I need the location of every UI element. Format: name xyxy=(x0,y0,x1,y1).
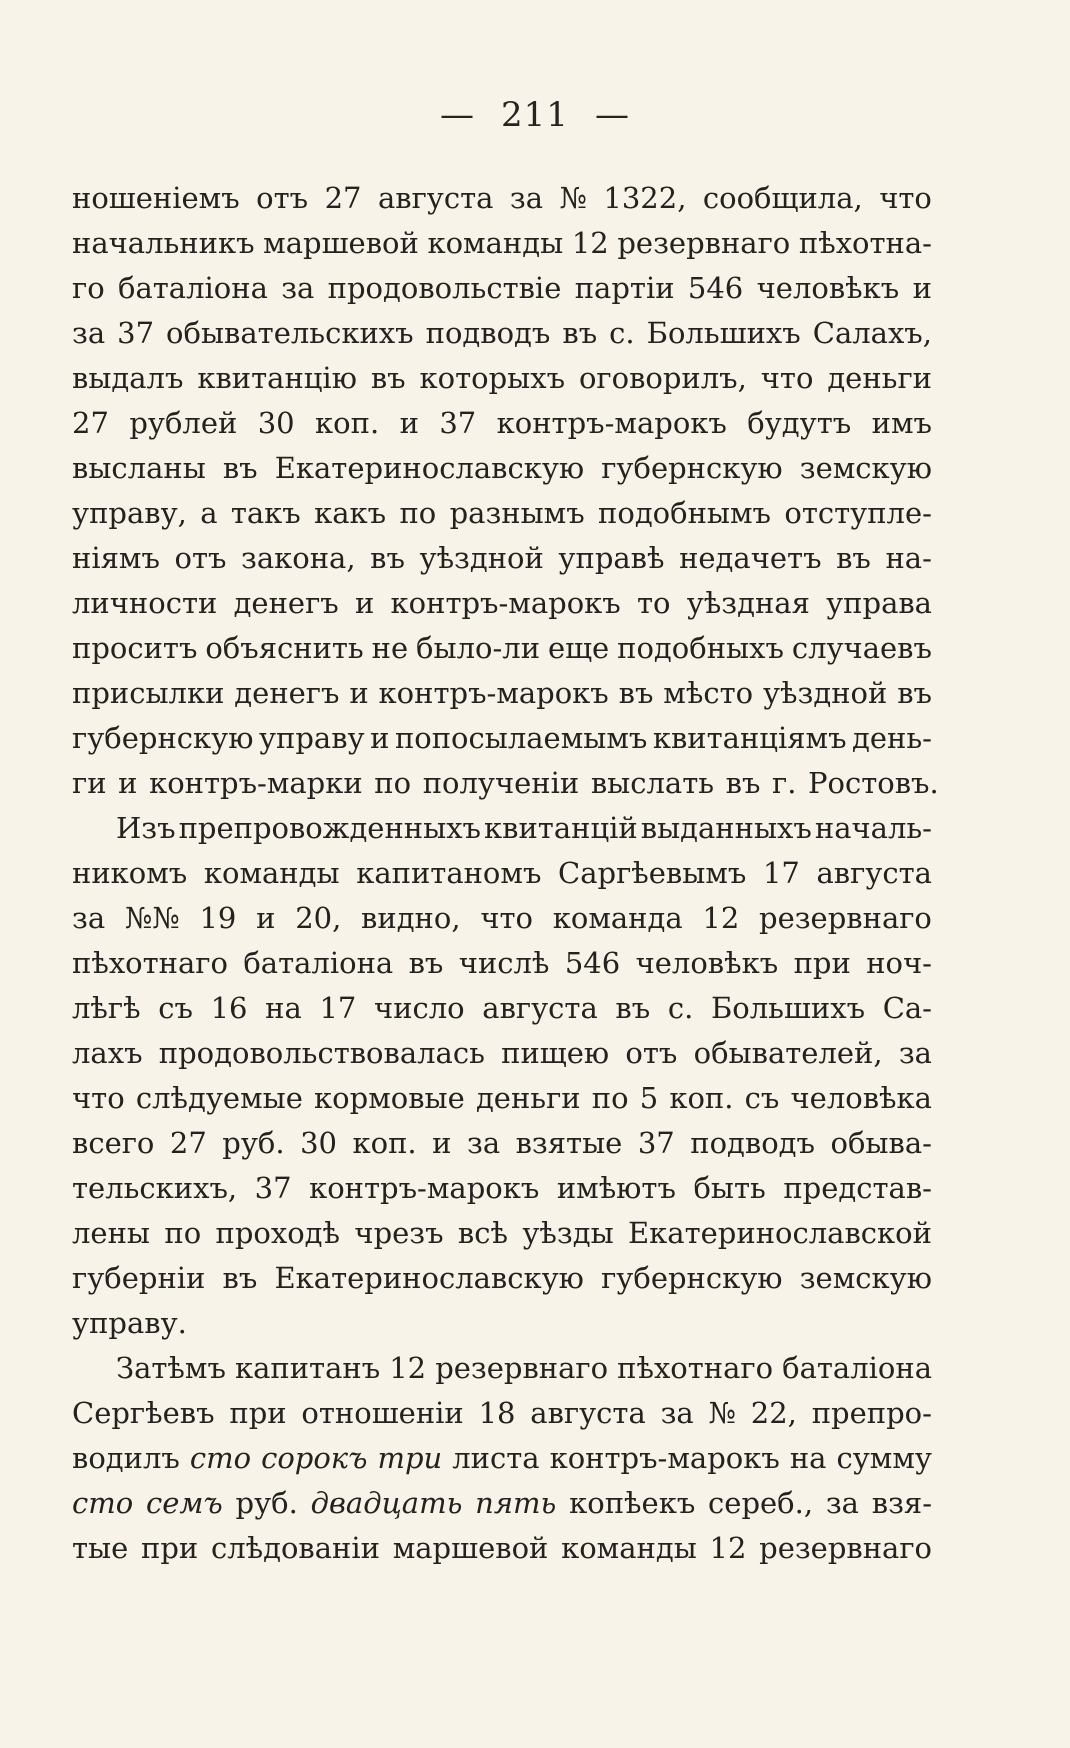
text-word: что xyxy=(480,901,533,935)
text-word: контръ-марокъ xyxy=(378,676,609,710)
text-word: двадцать xyxy=(310,1486,463,1520)
text-word: и xyxy=(432,1126,452,1160)
text-word: попосылаемымъ xyxy=(394,721,648,755)
text-line xyxy=(72,536,932,581)
text-word: лены xyxy=(72,1216,150,1250)
text-word: съ xyxy=(158,991,193,1025)
text-word: управу xyxy=(258,721,365,755)
text-line xyxy=(72,491,932,536)
text-word: и xyxy=(399,406,419,440)
text-word: при xyxy=(141,1531,199,1565)
text-word: недачетъ xyxy=(679,541,822,575)
text-word: августа xyxy=(530,1396,646,1430)
text-word: 27 xyxy=(72,406,109,440)
text-line xyxy=(72,1166,932,1211)
text-line xyxy=(72,761,939,806)
text-word: уѣздной xyxy=(419,541,544,575)
text-word: баталіона xyxy=(118,271,268,305)
text-line xyxy=(72,626,932,671)
text-word: Большихъ xyxy=(646,316,801,350)
text-word: и xyxy=(118,766,138,800)
text-word: сумму xyxy=(836,1441,932,1475)
body-text xyxy=(72,176,939,1571)
text-word: г. xyxy=(772,766,797,800)
page-number-dash-left: — xyxy=(440,95,476,135)
text-word: копѣекъ xyxy=(569,1486,696,1520)
text-word: обывателей, xyxy=(693,1036,883,1070)
text-word: день- xyxy=(852,721,932,755)
text-word: ги xyxy=(72,766,107,800)
text-word: всего xyxy=(72,1126,155,1160)
text-word: деньги xyxy=(475,1081,581,1115)
text-line xyxy=(72,221,932,266)
text-word: 17 xyxy=(762,856,800,890)
text-word: выслать xyxy=(590,766,715,800)
page-number-dash-right: — xyxy=(594,95,630,135)
text-word: чрезъ xyxy=(354,1216,444,1250)
text-line xyxy=(72,1526,932,1571)
text-word: квитанцій xyxy=(484,811,638,845)
text-word: с. xyxy=(609,316,635,350)
text-word: подобныхъ xyxy=(617,631,784,665)
text-word: продовольствіе xyxy=(327,271,562,305)
text-word: видно, xyxy=(361,901,461,935)
text-word: коп. xyxy=(669,1081,734,1115)
text-word: выданныхъ xyxy=(640,811,812,845)
text-word: Саргѣевымъ xyxy=(558,856,747,890)
text-word: Салахъ, xyxy=(812,316,932,350)
text-word: продовольствовалась xyxy=(158,1036,485,1070)
text-word: ніямъ xyxy=(72,541,160,575)
text-word: 27 xyxy=(169,1126,207,1160)
text-word: капитанъ xyxy=(234,1351,381,1385)
text-word: 546 xyxy=(564,946,621,980)
text-word: губернскую xyxy=(601,451,783,485)
page-number-value: 211 xyxy=(501,95,569,135)
text-word: ноч- xyxy=(866,946,932,980)
text-word: Екатеринославской xyxy=(628,1216,932,1250)
text-word: съ xyxy=(744,1081,780,1115)
text-word: отъ xyxy=(174,541,227,575)
text-word: 30 xyxy=(300,1126,338,1160)
text-word: за xyxy=(825,1486,859,1520)
text-word: личности xyxy=(72,586,218,620)
text-word: въ xyxy=(370,541,405,575)
text-word: въ xyxy=(897,676,932,710)
text-word: за xyxy=(72,316,106,350)
text-word: 16 xyxy=(210,991,248,1025)
text-word: ношеніемъ xyxy=(72,181,240,215)
text-word: контръ-марокъ xyxy=(549,1441,780,1475)
text-word: 12 xyxy=(709,1531,747,1565)
text-word: кормовые xyxy=(314,1081,465,1115)
text-word: на xyxy=(265,991,302,1025)
text-word: пѣхотнаго xyxy=(617,1351,774,1385)
text-word: 30 xyxy=(257,406,295,440)
text-word: денегъ xyxy=(234,676,340,710)
text-word: въ xyxy=(615,991,651,1025)
text-word: губернскую xyxy=(72,721,254,755)
text-word: Изъ xyxy=(116,811,176,845)
text-word: какъ xyxy=(314,496,387,530)
text-word: августа xyxy=(816,856,932,890)
text-word: отношеніи xyxy=(301,1396,464,1430)
text-word: отступле- xyxy=(784,496,932,530)
text-word: что xyxy=(72,1081,125,1115)
text-line xyxy=(72,1211,932,1256)
text-line xyxy=(72,986,932,1031)
text-word: управа xyxy=(826,586,932,620)
text-word: въ xyxy=(836,541,871,575)
text-word: подводъ xyxy=(690,1126,815,1160)
text-word: руб. xyxy=(235,1486,298,1520)
text-word: листа xyxy=(452,1441,540,1475)
text-word: управѣ xyxy=(558,541,665,575)
text-word: человѣка xyxy=(790,1081,932,1115)
text-word: августа xyxy=(482,991,598,1025)
text-line xyxy=(72,1481,932,1526)
text-word: оговорилъ, xyxy=(578,361,747,395)
text-word: за xyxy=(509,181,543,215)
text-word: губернскую xyxy=(601,1261,783,1295)
text-word: коп. xyxy=(315,406,380,440)
text-word: никомъ xyxy=(72,856,188,890)
text-word: го xyxy=(72,271,105,305)
text-word: обыва- xyxy=(830,1126,932,1160)
text-word: лѣгѣ xyxy=(72,991,141,1025)
text-word: сообщила, xyxy=(702,181,863,215)
text-word: земскую xyxy=(799,451,932,485)
text-word: начальникъ xyxy=(72,226,255,260)
text-word: въ xyxy=(370,361,406,395)
text-word: руб. xyxy=(222,1126,285,1160)
text-line xyxy=(72,581,932,626)
text-word: 19 xyxy=(199,901,237,935)
text-word: 22, xyxy=(750,1396,797,1430)
text-word: 37 xyxy=(637,1126,675,1160)
text-line xyxy=(72,716,932,761)
text-line xyxy=(72,356,932,401)
text-word: Ростовъ. xyxy=(808,766,939,800)
text-word: команда xyxy=(552,901,683,935)
text-line xyxy=(72,1346,932,1391)
text-word: резервнаго xyxy=(617,226,791,260)
text-line xyxy=(72,896,932,941)
text-line xyxy=(72,1031,932,1076)
text-word: случаевъ xyxy=(791,631,932,665)
text-line xyxy=(72,401,932,446)
text-word: полученіи xyxy=(422,766,580,800)
text-word: въ xyxy=(562,316,598,350)
text-word: въ xyxy=(408,946,444,980)
text-word: быть xyxy=(693,1171,766,1205)
text-line xyxy=(72,446,932,491)
text-word: 1322, xyxy=(603,181,687,215)
text-word: проходѣ xyxy=(215,1216,341,1250)
text-word: Сергѣевъ xyxy=(72,1396,215,1430)
text-word: партіи xyxy=(574,271,675,305)
text-word: высланы xyxy=(72,451,206,485)
text-word: что xyxy=(879,181,932,215)
text-word: присылки xyxy=(72,676,225,710)
text-line xyxy=(72,851,932,896)
text-word: 12 xyxy=(702,901,740,935)
text-word: было-ли xyxy=(416,631,541,665)
text-word: число xyxy=(374,991,465,1025)
text-word: объяснить xyxy=(205,631,364,665)
text-word: подводъ xyxy=(425,316,551,350)
text-word: пищею xyxy=(501,1036,610,1070)
text-word: на xyxy=(789,1441,827,1475)
text-word: пѣхотна- xyxy=(798,226,932,260)
text-word: и xyxy=(256,901,276,935)
text-word: 37 xyxy=(117,316,155,350)
text-line xyxy=(72,176,932,221)
text-word: такъ xyxy=(230,496,301,530)
text-word: и xyxy=(349,676,369,710)
text-word: резервнаго xyxy=(435,1351,609,1385)
text-word: взятые xyxy=(515,1126,623,1160)
text-word: 20, xyxy=(295,901,342,935)
text-word: № xyxy=(708,1396,736,1430)
text-word: на- xyxy=(885,541,932,575)
text-word: въ xyxy=(222,451,258,485)
text-word: пять xyxy=(475,1486,557,1520)
text-word: 18 xyxy=(478,1396,516,1430)
text-word: земскую xyxy=(799,1261,932,1295)
text-word: будутъ xyxy=(747,406,852,440)
text-word: въ xyxy=(618,676,654,710)
text-word: при xyxy=(793,946,851,980)
text-word: сорокъ xyxy=(261,1441,368,1475)
text-word: 546 xyxy=(687,271,744,305)
text-word: августа xyxy=(377,181,494,215)
text-word: тые xyxy=(72,1531,129,1565)
text-line xyxy=(72,806,932,851)
text-word: обывательскихъ xyxy=(166,316,414,350)
text-line xyxy=(72,1301,932,1346)
text-line xyxy=(72,1391,932,1436)
text-word: то xyxy=(636,586,671,620)
text-word: резервнаго xyxy=(759,901,932,935)
text-word: отъ xyxy=(256,181,309,215)
text-word: имѣютъ xyxy=(556,1171,676,1205)
text-word: по xyxy=(399,496,437,530)
text-word: команды xyxy=(427,226,564,260)
text-word: семъ xyxy=(145,1486,223,1520)
text-line xyxy=(72,311,932,356)
text-word: препровожденныхъ xyxy=(178,811,482,845)
text-word: 17 xyxy=(319,991,357,1025)
text-word: закона, xyxy=(241,541,356,575)
text-word: Большихъ xyxy=(710,991,866,1025)
text-line xyxy=(72,266,932,311)
text-word: коп. xyxy=(352,1126,417,1160)
text-word: уѣздная xyxy=(686,586,810,620)
text-word: маршевой xyxy=(263,226,419,260)
text-word: не xyxy=(371,631,409,665)
text-word: № xyxy=(559,181,587,215)
text-word: лахъ xyxy=(72,1036,143,1070)
text-word: квитанціямъ xyxy=(652,721,847,755)
text-word: деньги xyxy=(827,361,932,395)
text-word: управу. xyxy=(72,1306,187,1340)
text-word: что xyxy=(760,361,814,395)
text-word: уѣзды xyxy=(522,1216,614,1250)
text-word: 37 xyxy=(254,1171,292,1205)
text-word: человѣкъ xyxy=(635,946,779,980)
text-line xyxy=(72,1436,932,1481)
text-word: Екатеринославскую xyxy=(274,451,585,485)
text-word: пѣхотнаго xyxy=(72,946,228,980)
text-word: тельскихъ, xyxy=(72,1171,238,1205)
text-word: въ xyxy=(222,1261,258,1295)
text-word: проситъ xyxy=(72,631,198,665)
text-word: за xyxy=(660,1396,694,1430)
text-word: контръ-марокъ xyxy=(496,406,727,440)
text-word: подобнымъ xyxy=(598,496,772,530)
text-word: маршевой xyxy=(392,1531,549,1565)
text-line xyxy=(72,671,932,716)
text-word: баталіона xyxy=(782,1351,932,1385)
text-word: 5 xyxy=(639,1081,659,1115)
text-word: баталіона xyxy=(243,946,394,980)
text-word: по xyxy=(374,766,412,800)
text-word: человѣкъ xyxy=(756,271,900,305)
text-word: началь- xyxy=(814,811,932,845)
text-word: Екатеринославскую xyxy=(274,1261,584,1295)
text-word: контръ-марокъ xyxy=(309,1171,540,1205)
text-word: представ- xyxy=(783,1171,932,1205)
text-line xyxy=(72,1076,932,1121)
text-word: 12 xyxy=(389,1351,427,1385)
text-word: управу, xyxy=(72,496,187,530)
text-word: и xyxy=(370,721,390,755)
text-word: капитаномъ xyxy=(356,856,542,890)
text-word: разнымъ xyxy=(449,496,585,530)
text-word: с. xyxy=(667,991,694,1025)
text-word: отъ xyxy=(625,1036,678,1070)
page-number xyxy=(0,95,1070,135)
text-word: три xyxy=(377,1441,443,1475)
text-line xyxy=(72,1121,932,1166)
text-word: 27 xyxy=(324,181,362,215)
text-word: числѣ xyxy=(458,946,550,980)
text-word: слѣдуемые xyxy=(135,1081,303,1115)
text-word: рублей xyxy=(129,406,238,440)
text-word: по xyxy=(164,1216,202,1250)
text-word: въ xyxy=(725,766,761,800)
text-word: контръ-марки xyxy=(149,766,363,800)
text-word: №№ xyxy=(124,901,180,935)
text-word: резервнаго xyxy=(759,1531,932,1565)
text-word: всѣ xyxy=(457,1216,508,1250)
text-word: команды xyxy=(561,1531,697,1565)
text-word: за xyxy=(898,1036,932,1070)
text-word: еще xyxy=(547,631,610,665)
text-word: за xyxy=(467,1126,501,1160)
text-word: сереб., xyxy=(708,1486,814,1520)
text-word: взя- xyxy=(871,1486,932,1520)
text-word: выдалъ xyxy=(72,361,184,395)
text-word: и xyxy=(912,271,932,305)
text-word: которыхъ xyxy=(419,361,566,395)
text-line xyxy=(72,1256,932,1301)
text-word: мѣсто xyxy=(663,676,754,710)
text-word: имъ xyxy=(871,406,932,440)
text-word: губерніи xyxy=(72,1261,206,1295)
text-word: препро- xyxy=(811,1396,932,1430)
text-word: за xyxy=(72,901,106,935)
text-word: 37 xyxy=(439,406,477,440)
text-word: контръ-марокъ xyxy=(390,586,621,620)
text-word: слѣдованіи xyxy=(210,1531,380,1565)
text-word: по xyxy=(591,1081,629,1115)
text-word: сто xyxy=(189,1441,252,1475)
text-word: 12 xyxy=(571,226,609,260)
text-word: денегъ xyxy=(233,586,339,620)
text-word: Са- xyxy=(882,991,932,1025)
text-word: квитанцію xyxy=(197,361,357,395)
text-word: и xyxy=(354,586,375,620)
text-word: Затѣмъ xyxy=(116,1351,226,1385)
text-word: сто xyxy=(72,1486,134,1520)
text-word: уѣздной xyxy=(762,676,888,710)
text-word: водилъ xyxy=(72,1441,180,1475)
text-word: за xyxy=(281,271,315,305)
text-word: при xyxy=(229,1396,287,1430)
text-line xyxy=(72,941,932,986)
text-word: а xyxy=(200,496,218,530)
text-word: команды xyxy=(203,856,340,890)
